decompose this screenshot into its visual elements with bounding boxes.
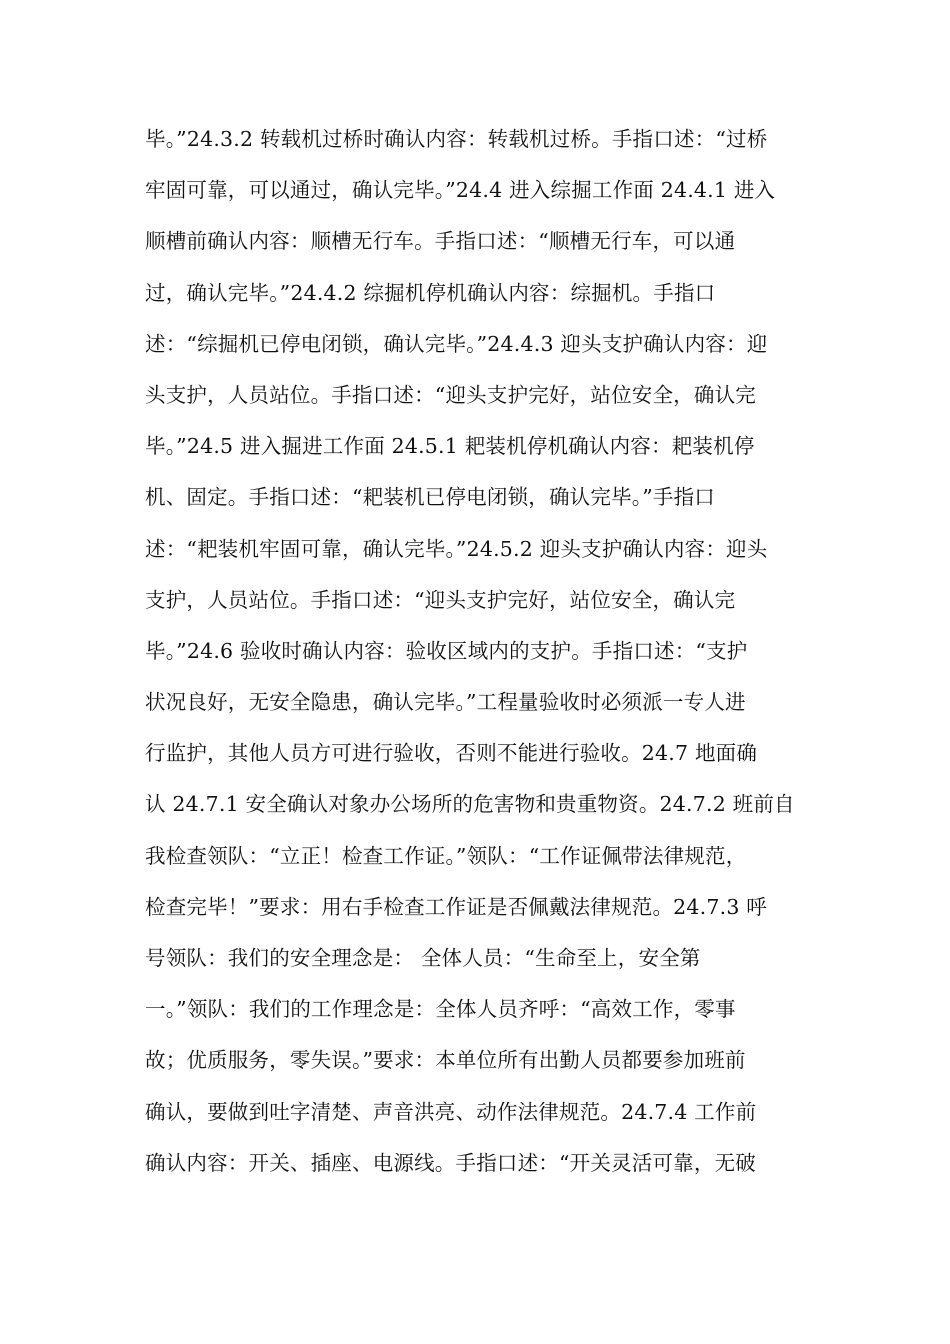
text-line: 认 24.7.1 安全确认对象办公场所的危害物和贵重物资。24.7.2 班前自 [145,792,795,817]
text-line: 支护，人员站位。手指口述：“迎头支护完好，站位安全，确认完 [145,587,736,612]
text-line: 状况良好，无安全隐患，确认完毕。”工程量验收时必须派一专人进 [145,690,746,715]
text-line: 述：“耙装机牢固可靠，确认完毕。”24.5.2 迎头支护确认内容：迎头 [145,536,768,561]
text-line: 毕。”24.6 验收时确认内容：验收区域内的支护。手指口述：“支护 [145,638,748,663]
text-line: 号领队：我们的安全理念是： 全体人员：“生命至上，安全第 [145,946,701,970]
text-line: 一。”领队：我们的工作理念是：全体人员齐呼：“高效工作，零事 [145,997,736,1022]
text-line: 检查完毕！”要求：用右手检查工作证是否佩戴法律规范。24.7.3 呼 [145,894,767,919]
text-line: 牢固可靠，可以通过，确认完毕。”24.4 进入综掘工作面 24.4.1 进入 [145,178,776,203]
text-line: 过，确认完毕。”24.4.2 综掘机停机确认内容：综掘机。手指口 [145,280,716,305]
text-line: 确认内容：开关、插座、电源线。手指口述：“开关灵活可靠，无破 [145,1150,756,1175]
text-line: 毕。”24.3.2 转载机过桥时确认内容：转载机过桥。手指口述：“过桥 [145,127,768,151]
text-line: 故；优质服务，零失误。”要求：本单位所有出勤人员都要参加班前 [145,1048,746,1073]
text-line: 行监护，其他人员方可进行验收，否则不能进行验收。24.7 地面确 [145,741,758,766]
text-line: 确认，要做到吐字清楚、声音洪亮、动作法律规范。24.7.4 工作前 [145,1099,757,1124]
text-line: 述：“综掘机已停电闭锁，确认完毕。”24.4.3 迎头支护确认内容：迎 [145,331,768,356]
text-line: 机、固定。手指口述：“耙装机已停电闭锁，确认完毕。”手指口 [145,485,716,510]
text-line: 我检查领队：“立正！检查工作证。”领队：“工作证佩带法律规范， [145,843,747,868]
text-line: 毕。”24.5 进入掘进工作面 24.5.1 耙装机停机确认内容：耙装机停 [145,434,755,459]
body-text [145,117,810,1192]
text-line: 头支护，人员站位。手指口述：“迎头支护完好，站位安全，确认完 [145,382,756,407]
text-line: 顺槽前确认内容：顺槽无行车。手指口述：“顺槽无行车，可以通 [145,229,736,254]
